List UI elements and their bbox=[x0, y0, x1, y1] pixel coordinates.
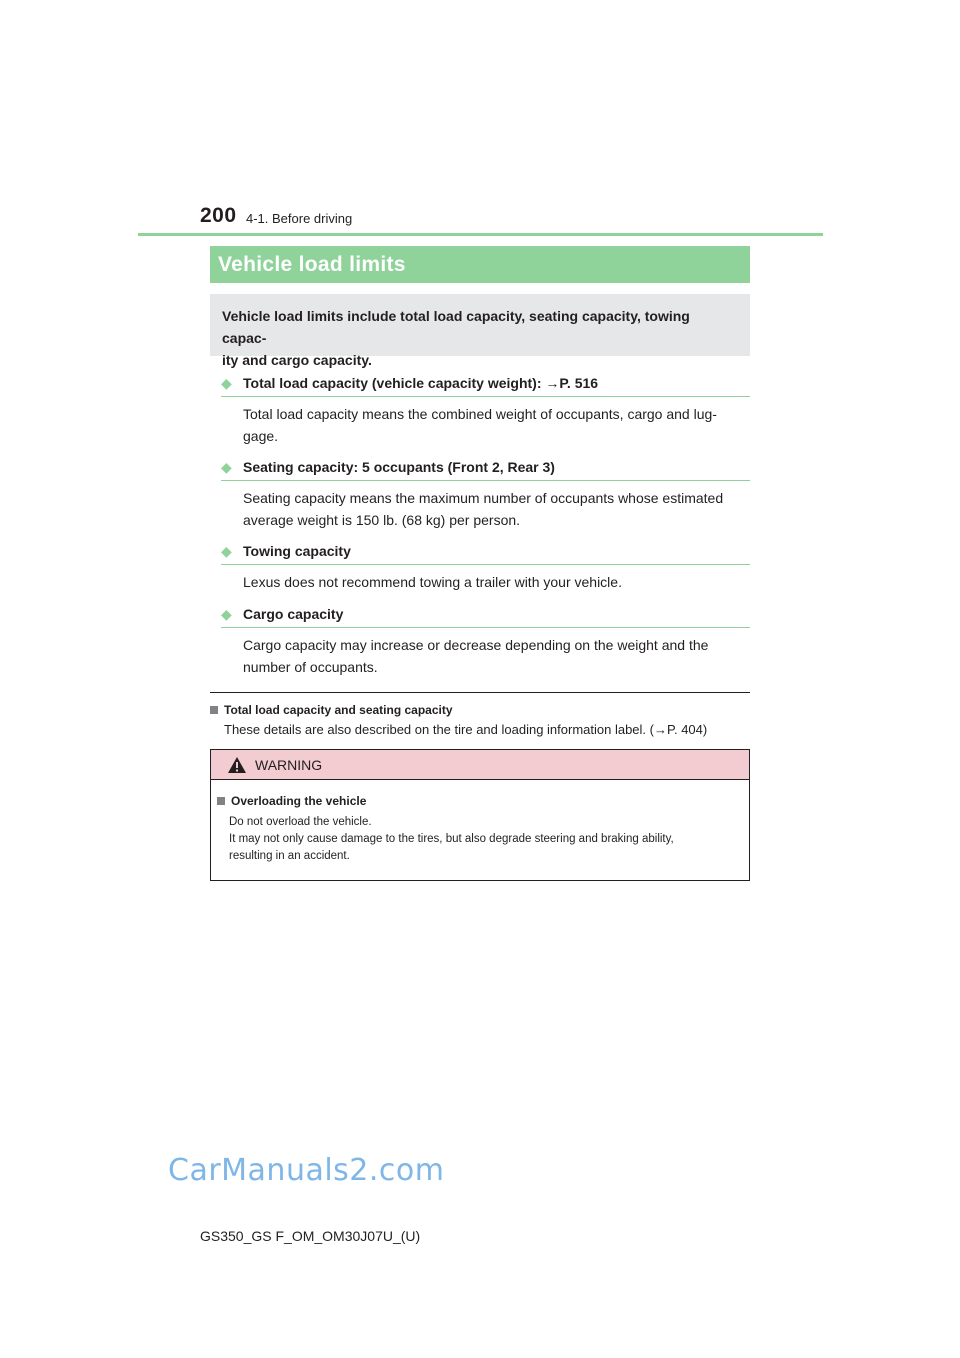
warning-box bbox=[210, 749, 750, 881]
intro-line-2: ity and cargo capacity. bbox=[222, 352, 372, 368]
page-title-bar bbox=[210, 246, 750, 283]
note-heading: Total load capacity and seating capacity bbox=[210, 703, 453, 717]
section-reference: 4-1. Before driving bbox=[246, 211, 353, 226]
square-bullet-icon bbox=[217, 797, 225, 805]
diamond-bullet-icon: ◆ bbox=[221, 543, 232, 559]
item-line: Total load capacity means the combined weight of occupants, cargo and lug- bbox=[243, 406, 717, 422]
header-rule bbox=[138, 233, 823, 236]
intro-box bbox=[210, 294, 750, 368]
warning-line: Do not overload the vehicle. bbox=[229, 816, 372, 828]
footer-code: GS350_GS F_OM_OM30J07U_(U) bbox=[200, 1228, 421, 1244]
warning-line: It may not only cause damage to the tires, but also degrade steering and braking ability, bbox=[229, 833, 674, 845]
item-heading-cargo: ◆ Cargo capacity bbox=[221, 604, 750, 628]
warning-line: resulting in an accident. bbox=[229, 850, 350, 862]
page-number: 200 bbox=[200, 204, 237, 227]
warning-triangle-icon bbox=[227, 756, 247, 774]
item-line: average weight is 150 lb. (68 kg) per person. bbox=[243, 512, 521, 528]
watermark-logo: CarManuals2.com bbox=[168, 1153, 445, 1188]
item-body-towing bbox=[243, 571, 748, 593]
item-line: Cargo capacity may increase or decrease depending on the weight and the bbox=[243, 637, 709, 653]
diamond-bullet-icon: ◆ bbox=[221, 606, 232, 622]
item-line: Seating capacity means the maximum number of occupants whose estimated bbox=[243, 490, 724, 506]
item-line: gage. bbox=[243, 428, 279, 444]
section-divider bbox=[210, 692, 750, 693]
item-line: number of occupants. bbox=[243, 659, 378, 675]
warning-label: WARNING bbox=[255, 756, 323, 773]
diamond-bullet-icon: ◆ bbox=[221, 375, 232, 391]
item-body-cargo bbox=[243, 634, 748, 678]
note-text: These details are also described on the tire and loading information label. (→P. 404) bbox=[224, 722, 708, 737]
item-body-total-load bbox=[243, 403, 748, 447]
item-heading-towing: ◆ Towing capacity bbox=[221, 541, 750, 565]
warning-header bbox=[211, 750, 749, 780]
item-heading-total-load: ◆ Total load capacity (vehicle capacity weight): →P. 516 bbox=[221, 373, 750, 397]
diamond-bullet-icon: ◆ bbox=[221, 459, 232, 475]
item-body-seating bbox=[243, 487, 748, 531]
item-line: Lexus does not recommend towing a trailer with your vehicle. bbox=[243, 574, 622, 590]
intro-line-1: Vehicle load limits include total load capacity, seating capacity, towing capac- bbox=[222, 308, 690, 346]
warning-item-heading: Overloading the vehicle bbox=[217, 794, 366, 808]
item-heading-seating: ◆ Seating capacity: 5 occupants (Front 2, Rear 3) bbox=[221, 457, 750, 481]
page-title: Vehicle load limits bbox=[218, 252, 406, 276]
square-bullet-icon bbox=[210, 706, 218, 714]
